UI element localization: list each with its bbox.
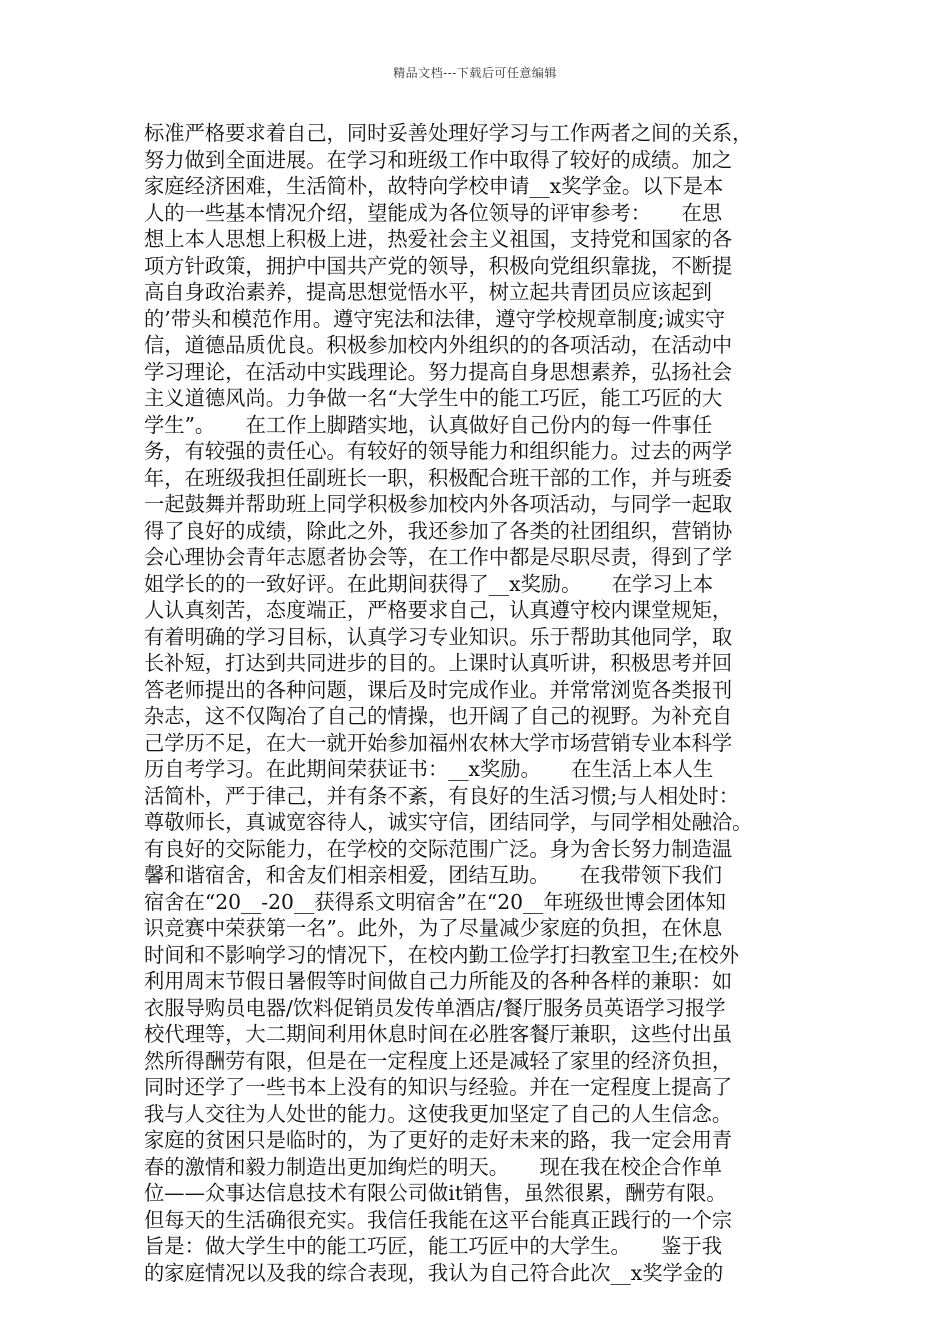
text-line: 项方针政策，拥护中国共产党的领导，积极向党组织靠拢，不断提 bbox=[144, 253, 733, 278]
text-line: 衣服导购员电器/饮料促销员发传单酒店/餐厅服务员英语学习报学 bbox=[144, 995, 726, 1020]
text-line: 时间和不影响学习的情况下，在校内勤工俭学打扫教室卫生;在校外 bbox=[144, 942, 739, 967]
text-line: 学习理论，在活动中实践理论。努力提高自身思想素养，弘扬社会 bbox=[144, 359, 733, 384]
text-line: 信，道德品质优良。积极参加校内外组织的的各项活动，在活动中 bbox=[144, 333, 733, 357]
text-line: 主义道德风尚。力争做一名“大学生中的能工巧匠，能工巧匠的大 bbox=[144, 386, 723, 410]
text-line: 人认真刻苦，态度端正，严格要求自己，认真遵守校内课堂规矩， bbox=[144, 598, 733, 622]
text-line: 人的一些基本情况介绍，望能成为各位领导的评审参考： 在思 bbox=[144, 200, 723, 225]
text-line: 家庭经济困难，生活简朴，故特向学校申请__x奖学金。以下是本 bbox=[144, 174, 724, 198]
text-line: 会心理协会青年志愿者协会等，在工作中都是尽职尽责，得到了学 bbox=[144, 545, 733, 569]
text-line: 想上本人思想上积极上进，热爱社会主义祖国，支持党和国家的各 bbox=[144, 227, 733, 251]
text-line: 春的激情和毅力制造出更加绚烂的明天。 现在我在校企合作单 bbox=[144, 1154, 723, 1179]
text-line: 答老师提出的各种问题，课后及时完成作业。并常常浏览各类报刊 bbox=[144, 677, 733, 702]
text-line: 杂志，这不仅陶冶了自己的情操，也开阔了自己的视野。为补充自 bbox=[144, 704, 733, 728]
text-line: 位——众事达信息技术有限公司做it销售，虽然很累，酬劳有限。 bbox=[144, 1181, 727, 1205]
text-line: 己学历不足，在大一就开始参加福州农林大学市场营销专业本科学 bbox=[144, 730, 733, 755]
text-line: 宿舍在“20__-20__获得系文明宿舍”在“20__年班级世博会团体知 bbox=[144, 889, 726, 914]
text-line: 然所得酬劳有限，但是在一定程度上还是减轻了家里的经济负担， bbox=[144, 1048, 733, 1073]
text-line: 标准严格要求着自己，同时妥善处理好学习与工作两者之间的关系， bbox=[144, 121, 753, 145]
text-line: 长补短，打达到共同进步的目的。上课时认真听讲，积极思考并回 bbox=[144, 651, 733, 675]
text-line: 高自身政治素养，提高思想觉悟水平，树立起共青团员应该起到 bbox=[144, 280, 712, 304]
text-line: 有着明确的学习目标，认真学习专业知识。乐于帮助其他同学，取 bbox=[144, 624, 733, 649]
text-line: 尊敬师长，真诚宽容待人，诚实守信，团结同学，与同学相处融洽。 bbox=[144, 810, 753, 834]
text-line: 旨是：做大学生中的能工巧匠，能工巧匠中的大学生。 鉴于我 bbox=[144, 1234, 723, 1258]
text-line: 一起鼓舞并帮助班上同学积极参加校内外各项活动，与同学一起取 bbox=[144, 492, 733, 516]
text-line: 的家庭情况以及我的综合表现，我认为自己符合此次__x奖学金的 bbox=[144, 1260, 724, 1285]
text-line: 馨和谐宿舍，和舍友们相亲相爱，团结互助。 在我带领下我们 bbox=[144, 863, 723, 887]
text-line: 但每天的生活确很充实。我信任我能在这平台能真正践行的一个宗 bbox=[144, 1207, 733, 1232]
text-line: 的’带头和模范作用。遵守宪法和法律，遵守学校规章制度;诚实守 bbox=[144, 306, 726, 331]
text-line: 有良好的交际能力，在学校的交际范围广泛。身为舍长努力制造温 bbox=[144, 836, 733, 861]
text-line: 利用周末节假日暑假等时间做自己力所能及的各种各样的兼职：如 bbox=[144, 969, 733, 993]
document-body bbox=[144, 120, 814, 1286]
text-line: 历自考学习。在此期间荣获证书：__x奖励。 在生活上本人生 bbox=[144, 757, 714, 781]
text-line: 同时还学了一些书本上没有的知识与经验。并在一定程度上提高了 bbox=[144, 1075, 733, 1099]
text-line: 务，有较强的责任心。有较好的领导能力和组织能力。过去的两学 bbox=[144, 439, 733, 463]
text-line: 学生”。 在工作上脚踏实地，认真做好自己份内的每一件事任 bbox=[144, 412, 713, 437]
text-line: 努力做到全面进展。在学习和班级工作中取得了较好的成绩。加之 bbox=[144, 147, 733, 172]
text-line: 识竞赛中荣获第一名”。此外，为了尽量减少家庭的负担，在休息 bbox=[144, 916, 723, 940]
text-line: 活简朴，严于律己，并有条不紊，有良好的生活习惯;与人相处时： bbox=[144, 783, 739, 808]
text-line: 姐学长的的一致好评。在此期间获得了__x奖励。 在学习上本 bbox=[144, 571, 714, 596]
text-line: 我与人交往为人处世的能力。这使我更加坚定了自己的人生信念。 bbox=[144, 1101, 733, 1126]
text-line: 校代理等，大二期间利用休息时间在必胜客餐厅兼职，这些付出虽 bbox=[144, 1022, 733, 1046]
text-line: 年，在班级我担任副班长一职，积极配合班干部的工作，并与班委 bbox=[144, 465, 733, 490]
text-line: 得了良好的成绩，除此之外，我还参加了各类的社团组织，营销协 bbox=[144, 518, 733, 543]
page-header: 精品文档---下载后可任意编辑 bbox=[393, 66, 557, 80]
text-line: 家庭的贫困只是临时的，为了更好的走好未来的路，我一定会用青 bbox=[144, 1128, 733, 1152]
